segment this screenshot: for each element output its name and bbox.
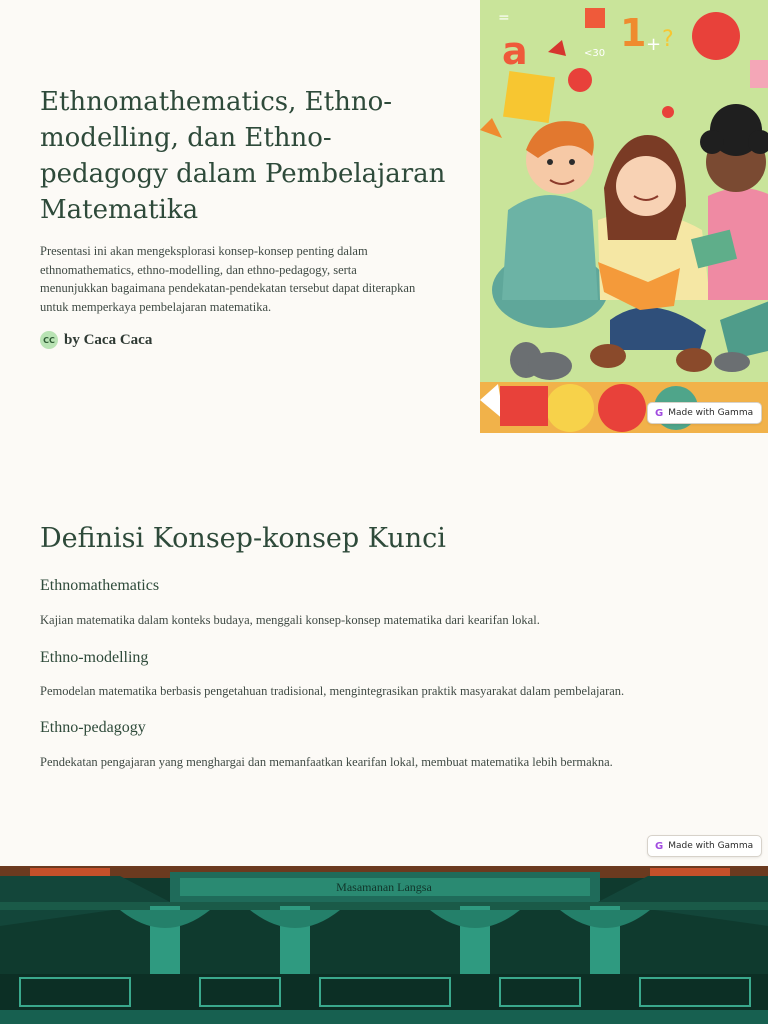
red-circle-shape: [692, 12, 740, 60]
traditional-building-slide: [0, 866, 768, 1024]
concept-title-ethnomathematics: Ethnomathematics: [40, 577, 160, 594]
badge-label-2: Made with Gamma: [668, 841, 754, 851]
children-reading-illustration: [480, 0, 768, 433]
avatar: CC: [40, 331, 58, 349]
concept-desc-ethnomathematics: Kajian matematika dalam konteks budaya, menggali konsep-konsep matematika dari kearifan lokal.: [40, 613, 540, 627]
badge-label: Made with Gamma: [668, 408, 754, 418]
section-heading: Definisi Konsep-konsep Kunci: [40, 523, 446, 554]
yellow-square-shape: [503, 71, 555, 123]
author-name: by Caca Caca: [64, 331, 153, 348]
concept-title-ethno-pedagogy: Ethno-pedagogy: [40, 719, 146, 736]
made-with-gamma-badge-2[interactable]: [647, 835, 762, 857]
plus-symbol: +: [646, 34, 662, 55]
concept-desc-ethno-pedagogy: Pendekatan pengajaran yang menghargai dan memanfaatkan kearifan lokal, membuat matematika lebih bermakna.: [40, 755, 613, 769]
pink-card-shape: [750, 60, 768, 88]
small-red-circle-shape: [568, 68, 592, 92]
title-slide: [0, 0, 768, 433]
letter-a-symbol: a: [502, 29, 528, 73]
author-line: [40, 331, 152, 349]
made-with-gamma-badge[interactable]: [647, 402, 762, 424]
dot-shape: [662, 106, 674, 118]
equals-symbol: =: [498, 10, 510, 26]
page-title: Ethnomathematics, Ethno-modelling, dan Ethno-pedagogy dalam Pembelajaran Matematika: [40, 87, 446, 225]
less-than-symbol: <30: [584, 48, 606, 59]
gamma-logo-icon-2: G: [655, 840, 664, 852]
concept-desc-ethno-modelling: Pemodelan matematika berbasis pengetahuan tradisional, mengintegrasikan praktik masyarakat dalam pembelajaran.: [40, 684, 625, 698]
concept-title-ethno-modelling: Ethno-modelling: [40, 649, 149, 666]
intro-paragraph: Presentasi ini akan mengeksplorasi konsep-konsep penting dalam ethnomathematics, ethno-modelling, dan ethno-pedagogy, serta menunjukkan bagaimana pendekatan-pendekatan tersebut dapat diterapkan untuk memperkaya pembelajaran matematika.: [40, 244, 416, 314]
question-symbol: ?: [662, 27, 674, 52]
gamma-logo-icon: G: [655, 407, 664, 419]
orange-square-shape: [585, 8, 605, 28]
image-caption: Masamanan Langsa: [336, 880, 432, 894]
number-one-symbol: 1: [620, 11, 647, 55]
definitions-slide: [0, 433, 768, 866]
illustration-svg: [480, 0, 768, 433]
